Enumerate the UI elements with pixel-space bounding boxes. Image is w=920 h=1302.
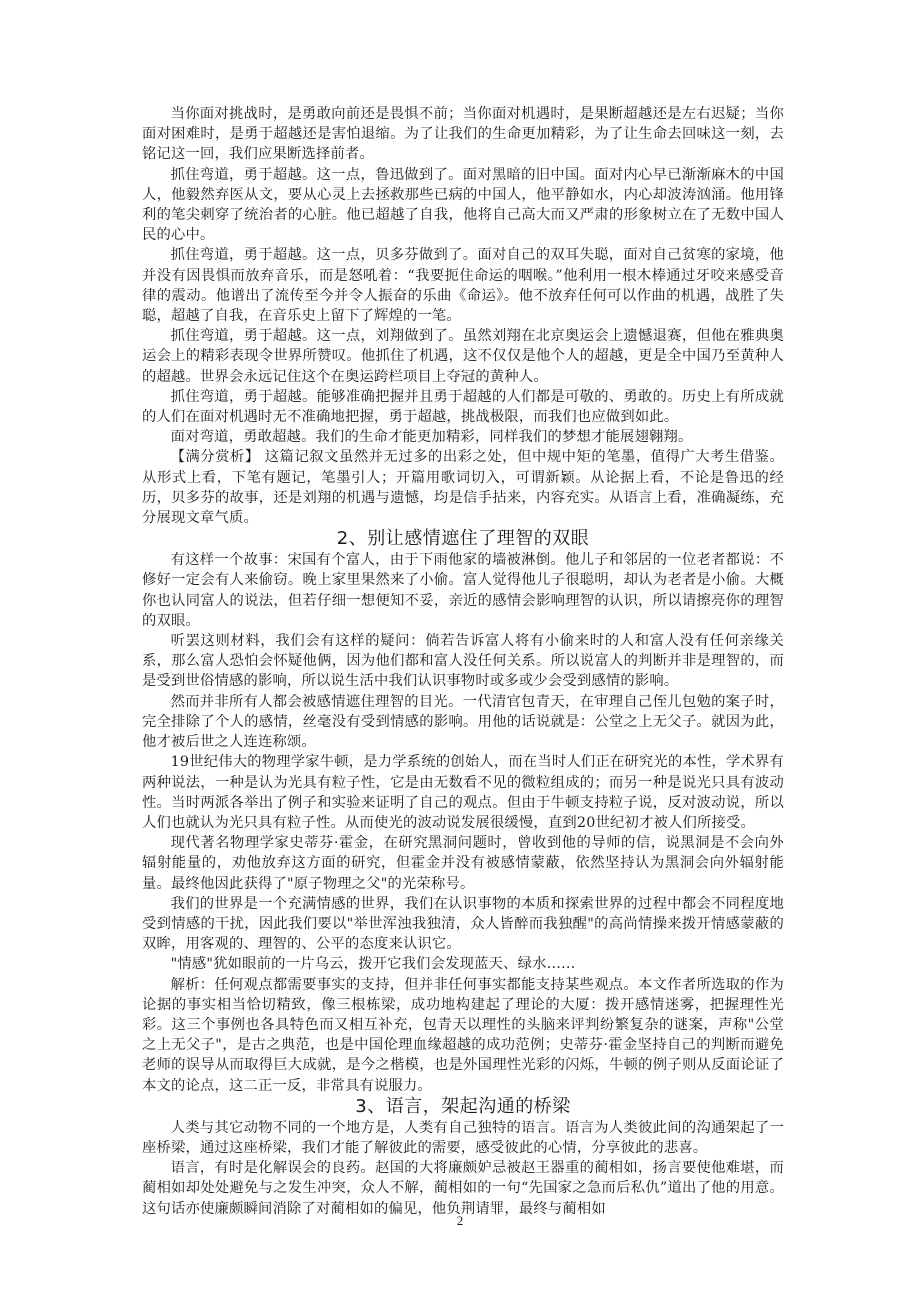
section-heading-3: 3、语言，架起沟通的桥梁 <box>355 1095 571 1117</box>
paragraph: 人类与其它动物不同的一个地方是，人类有自己独特的语言。语言为人类彼此间的沟通架起了一座桥梁，通过这座桥梁，我们才能了解彼此的需要，感受彼此的心情，分享彼此的悲喜。 <box>142 1119 784 1156</box>
paragraph: 我们的世界是一个充满情感的世界，我们在认识事物的本质和探索世界的过程中都会不同程度地受到情感的干扰，因此我们要以"举世浑浊我独清，众人皆醉而我独醒"的高尚情操来拨开情感蒙蔽的双眸，用客观的、理智的、公平的态度来认识它。 <box>142 895 784 953</box>
page-number: 2 <box>456 1213 464 1228</box>
paragraph: 抓住弯道，勇于超越。这一点，刘翔做到了。虽然刘翔在北京奥运会上遗憾退赛，但他在雅典奥运会上的精彩表现令世界所赞叹。他抓住了机遇，这不仅仅是他个人的超越，更是全中国乃至黄种人的超越。世界会永远记住这个在奥运跨栏项目上夺冠的黄种人。 <box>142 328 784 385</box>
paragraph: "情感"犹如眼前的一片乌云，拨开它我们会发现蓝天、绿水…… <box>170 956 576 973</box>
paragraph: 抓住弯道，勇于超越。这一点，贝多芬做到了。面对自己的双耳失聪，面对自己贫寒的家境，他并没有因畏惧而放弃音乐，而是怒吼着：“我要扼住命运的咽喉。”他利用一根木棒通过牙咬来感受音律的震动。他谱出了流传至今并令人振奋的乐曲《命运》。他不放弃任何可以作曲的机遇，战胜了失聪，超越了自我，在音乐史上留下了辉煌的一笔。 <box>142 247 784 325</box>
paragraph: 19世纪伟大的物理学家牛顿，是力学系统的创始人，而在当时人们正在研究光的本性，学术界有两种说法，一种是认为光具有粒子性，它是由无数看不见的微粒组成的；而另一种是说光只具有波动性。当时两派各举出了例子和实验来证明了自己的观点。但由于牛顿支持粒子说，反对波动说，所以人们也就认为光只具有粒子性。从而使光的波动说发展很缓慢，直到20世纪初才被人们所接受。 <box>142 754 784 831</box>
analysis-paragraph: 解析：任何观点都需要事实的支持，但并非任何事实都能支持某些观点。本文作者所选取的作为论据的事实相当恰切精致，像三根栋梁，成功地构建起了理论的大厦：拨开感情迷雾，把握理性光彩。这三个事例也各具特色而又相互补充，包青天以理性的头脑来评判纷繁复杂的谜案，声称"公堂之上无父子"，是古之典范，也是中国伦理血缘超越的成功范例；史蒂芬·霍金坚持自己的判断而避免老师的误导从而取得巨大成就，是今之楷模，也是外国理性光彩的闪烁，牛顿的例子则从反面论证了本文的论点，这二正一反，非常具有说服力。 <box>142 976 784 1094</box>
paragraph: 语言，有时是化解误会的良药。赵国的大将廉颇妒忌被赵王器重的蔺相如，扬言要使他难堪，而蔺相如却处处避免与之发生冲突，众人不解，蔺相如的一句“先国家之急而后私仇”道出了他的用意。这句话亦使廉颇瞬间消除了对蔺相如的偏见，他负荆请罪，最终与蔺相如 <box>142 1160 784 1217</box>
paragraph: 现代著名物理学家史蒂芬·霍金，在研究黑洞问题时，曾收到他的导师的信，说黑洞是不会向外辐射能量的，劝他放弃这方面的研究，但霍金并没有被感情蒙蔽，依然坚持认为黑洞会向外辐射能量。最终他因此获得了"原子物理之父"的光荣称号。 <box>142 835 784 892</box>
document-body <box>142 104 784 1219</box>
paragraph: 然而并非所有人都会被感情遮住理智的目光。一代清官包青天，在审理自己侄儿包勉的案子时，完全排除了个人的感情，丝毫没有受到情感的影响。用他的话说就是：公堂之上无父子。就因为此，他才被后世之人连连称颂。 <box>142 693 784 751</box>
paragraph: 有这样一个故事：宋国有个富人，由于下雨他家的墙被淋倒。他儿子和邻居的一位老者都说：不修好一定会有人来偷窃。晚上家里果然来了小偷。富人觉得他儿子很聪明，却认为老者是小偷。大概你也认同富人的说法，但若仔细一想便知不妥，亲近的感情会影响理智的认识，所以请擦亮你的理智的双眼。 <box>142 552 784 629</box>
paragraph: 抓住弯道，勇于超越。能够准确把握并且勇于超越的人们都是可敬的、勇敢的。历史上有所成就的人们在面对机遇时无不准确地把握，勇于超越，挑战极限，而我们也应做到如此。 <box>142 388 784 426</box>
paragraph: 抓住弯道，勇于超越。这一点，鲁迅做到了。面对黑暗的旧中国。面对内心早已渐渐麻木的中国人，他毅然弃医从文，要从心灵上去拯救那些已病的中国人，他平静如水，内心却波涛汹涌。他用锋利的笔尖刺穿了统治者的心脏。他已超越了自我，他将自己高大而又严肃的形象树立在了无数中国人民的心中。 <box>142 166 784 244</box>
section-heading-2: 2、别让感情遮住了理智的双眼 <box>336 528 590 550</box>
paragraph: 听罢这则材料，我们会有这样的疑问：倘若告诉富人将有小偷来时的人和富人没有任何亲缘关系，那么富人恐怕会怀疑他俩，因为他们都和富人没任何关系。所以说富人的判断并非是理智的，而是受到世俗情感的影响，所以说生活中我们认识事物时或多或少会受到感情的影响。 <box>142 633 784 690</box>
paragraph: 面对弯道，勇敢超越。我们的生命才能更加精彩，同样我们的梦想才能展翅翱翔。 <box>170 429 693 446</box>
paragraph: 当你面对挑战时，是勇敢向前还是畏惧不前；当你面对机遇时，是果断超越还是左右迟疑；当你面对困难时，是勇于超越还是害怕退缩。为了让我们的生命更加精彩，为了让生命去回味这一刻，去铭记这一回，我们应果断选择前者。 <box>142 106 784 163</box>
commentary-paragraph: 【满分赏析】 这篇记叙文虽然并无过多的出彩之处，但中规中矩的笔墨，值得广大考生借鉴。从形式上看，下笔有题记，笔墨引人；开篇用歌词切入，可谓新颖。从论据上看，不论是鲁迅的经历，贝多芬的故事，还是刘翔的机遇与遗憾，均是信手拈来，内容充实。从语言上看，准确凝练，充分展现文章气质。 <box>142 449 784 527</box>
